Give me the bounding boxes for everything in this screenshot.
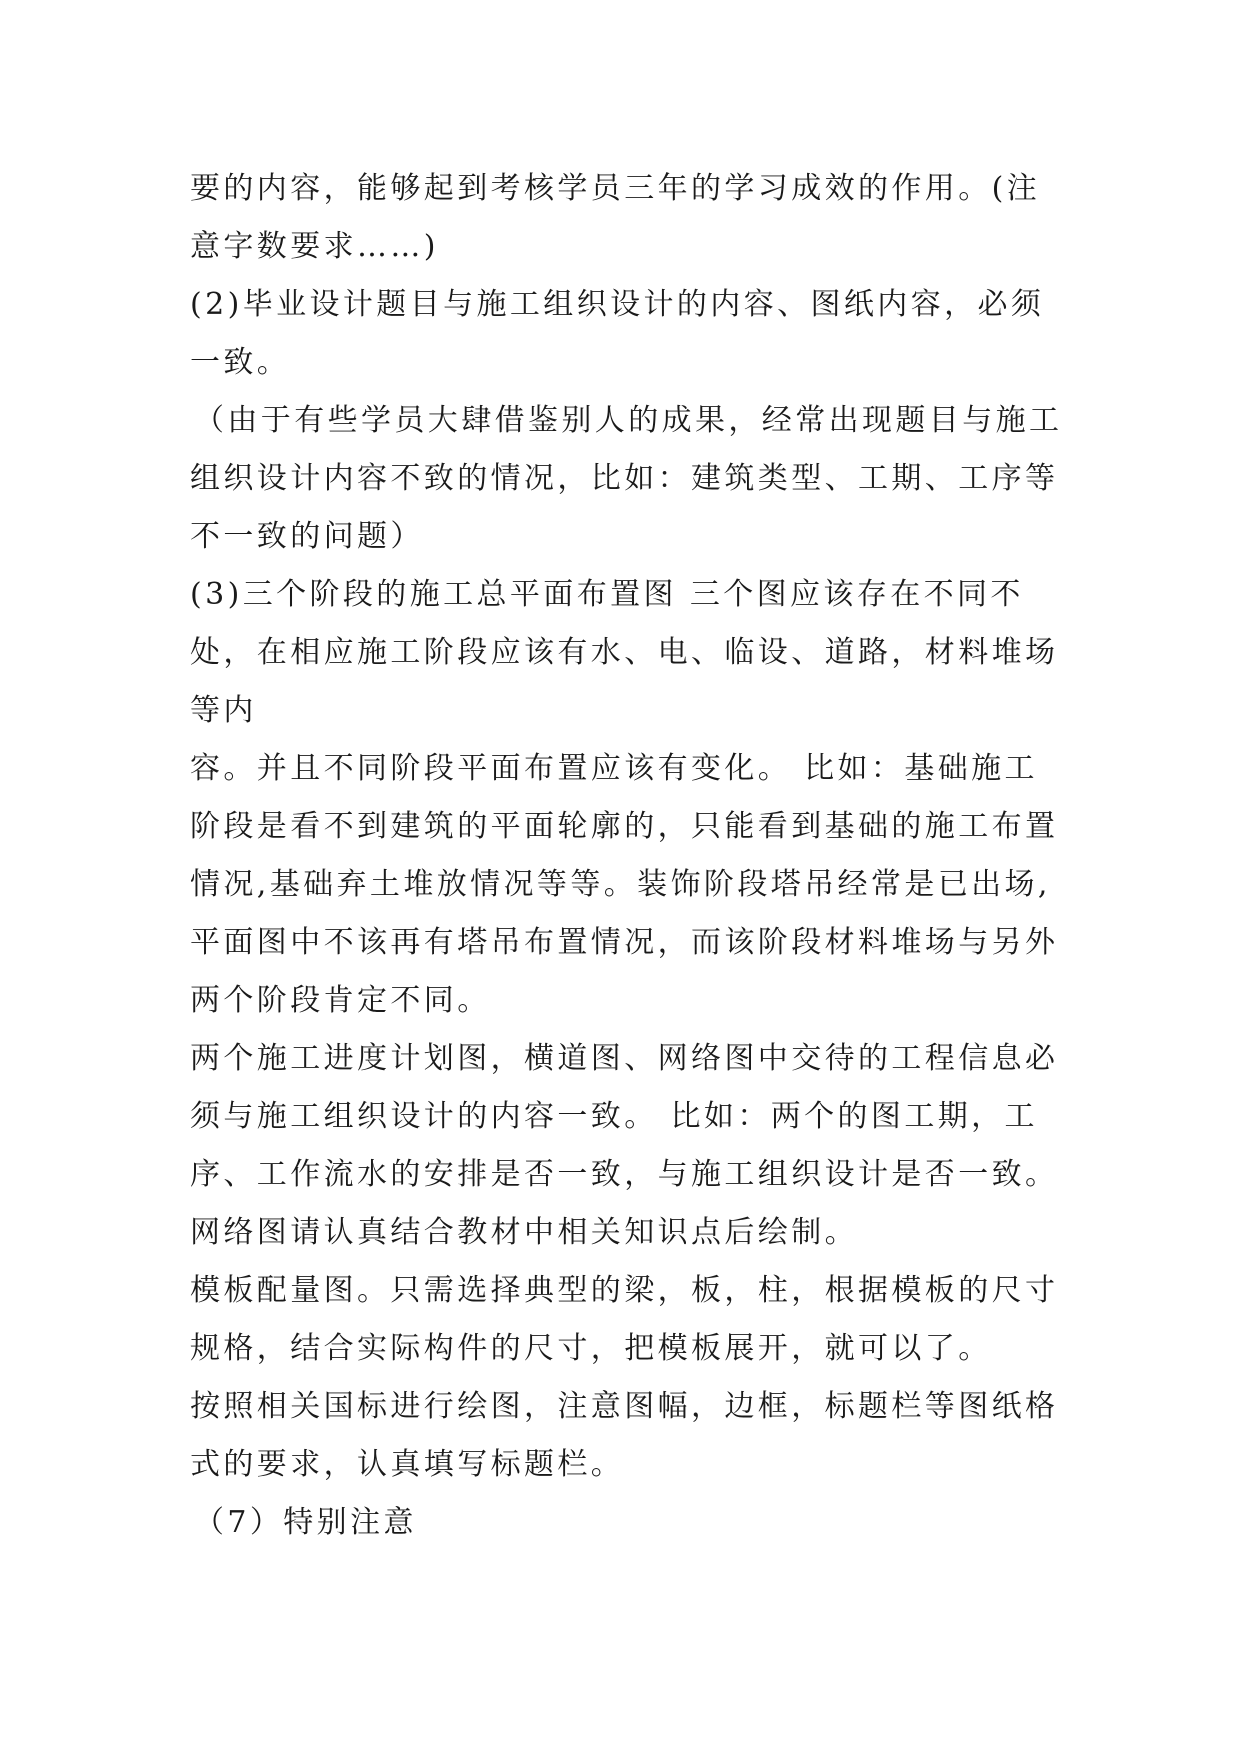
text-line: 按照相关国标进行绘图，注意图幅，边框，标题栏等图纸格 xyxy=(190,1389,1059,1424)
text-line: 模板配量图。只需选择典型的梁，板，柱，根据模板的尺寸 xyxy=(190,1273,1059,1308)
text-line: （7）特别注意 xyxy=(194,1505,417,1540)
text-line: 序、工作流水的安排是否一致，与施工组织设计是否一致。 xyxy=(190,1157,1059,1192)
text-line: 情况,基础弃土堆放情况等等。装饰阶段塔吊经常是已出场, xyxy=(190,867,1051,902)
text-line: 一致。 xyxy=(190,345,291,380)
text-line: （由于有些学员大肆借鉴别人的成果，经常出现题目与施工 xyxy=(194,403,1063,438)
text-line: 两个施工进度计划图，横道图、网络图中交待的工程信息必 xyxy=(190,1041,1059,1076)
text-line: 须与施工组织设计的内容一致。 比如：两个的图工期，工 xyxy=(190,1099,1038,1134)
text-line: 要的内容，能够起到考核学员三年的学习成效的作用。(注 xyxy=(190,171,1041,206)
text-line: 意字数要求……) xyxy=(190,229,439,264)
text-line: 平面图中不该再有塔吊布置情况，而该阶段材料堆场与另外 xyxy=(190,925,1059,960)
text-line: 处，在相应施工阶段应该有水、电、临设、道路，材料堆场 xyxy=(190,635,1059,670)
text-line: 容。并且不同阶段平面布置应该有变化。 比如：基础施工 xyxy=(190,751,1038,786)
text-line: 不一致的问题） xyxy=(190,519,424,554)
text-line: 式的要求，认真填写标题栏。 xyxy=(190,1447,625,1482)
text-line: 两个阶段肯定不同。 xyxy=(190,983,491,1018)
text-line: 组织设计内容不致的情况，比如：建筑类型、工期、工序等 xyxy=(190,461,1059,496)
body-text xyxy=(190,160,1063,1552)
text-line: 等内 xyxy=(190,693,257,728)
text-line: (3)三个阶段的施工总平面布置图 三个图应该存在不同不 xyxy=(190,577,1024,612)
text-line: 规格，结合实际构件的尺寸，把模板展开，就可以了。 xyxy=(190,1331,992,1366)
text-line: 网络图请认真结合教材中相关知识点后绘制。 xyxy=(190,1215,858,1250)
text-line: (2)毕业设计题目与施工组织设计的内容、图纸内容，必须 xyxy=(190,287,1045,322)
text-line: 阶段是看不到建筑的平面轮廓的，只能看到基础的施工布置 xyxy=(190,809,1059,844)
